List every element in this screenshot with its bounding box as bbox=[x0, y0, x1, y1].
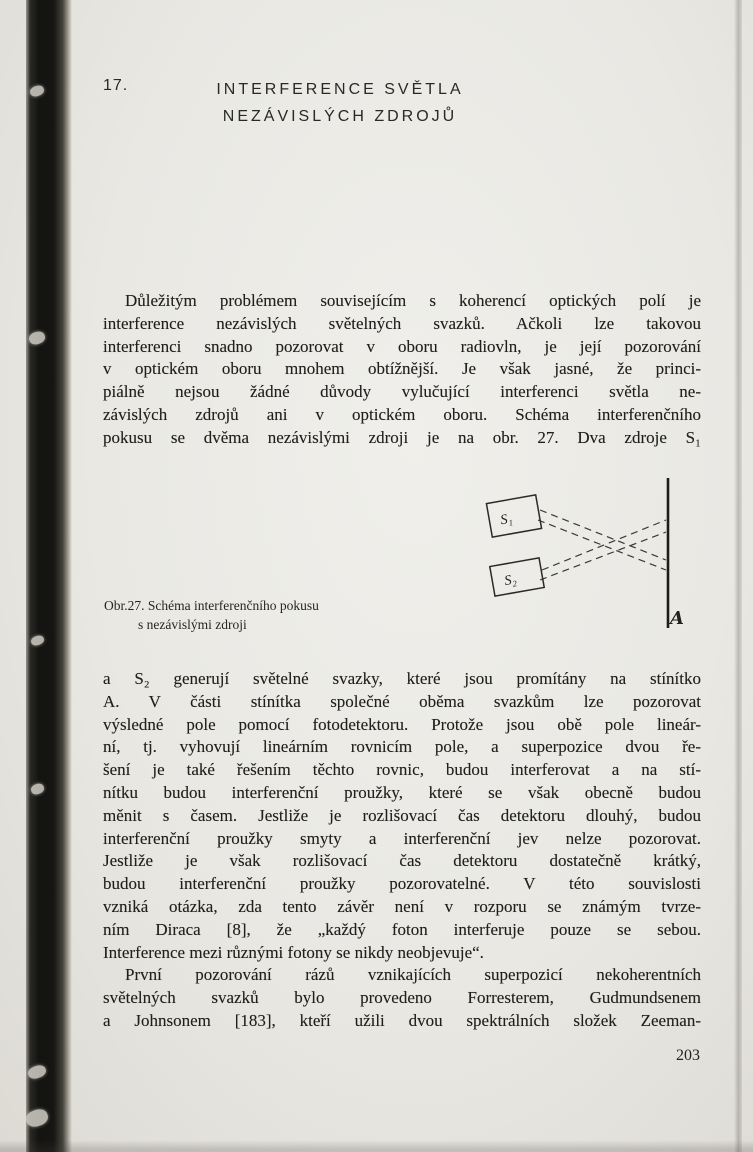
text-line: a S₂ generují světelné svazky, které jsou promítány na stínítko bbox=[103, 669, 701, 688]
text-line: měnit s časem. Jestliže je rozlišovací čas detektoru dlouhý, budou bbox=[103, 805, 701, 825]
chapter-title-line-2: NEZÁVISLÝCH ZDROJŮ bbox=[222, 108, 458, 125]
chapter-number: 17. bbox=[103, 77, 129, 94]
text-line: v optickém oboru mnohem obtížnější. Je však jasné, že princi- bbox=[103, 359, 701, 379]
figure-caption-line-2: s nezávislými zdroji bbox=[138, 617, 247, 632]
text-line: První pozorování rázů vznikajících superpozicí nekoherentních bbox=[125, 965, 701, 985]
text-line: interference nezávislých světelných svazků. Ačkoli lze takovou bbox=[103, 313, 701, 333]
screen-label: A bbox=[670, 608, 684, 629]
figure-caption bbox=[104, 596, 404, 634]
text-line: nítku budou interferenční proužky, které se však obecně budou bbox=[103, 782, 701, 802]
text-line: interferenční proužky smyty a interferenční jev nelze pozorovat. bbox=[103, 828, 701, 848]
source1-label: S₁ bbox=[499, 511, 514, 529]
text-line: A. V části stínítka společné oběma svazkům lze pozorovat bbox=[103, 691, 701, 711]
text-line: závislých zdrojů ani v optickém oboru. Schéma interferenčního bbox=[103, 404, 701, 424]
paragraph-2 bbox=[103, 668, 701, 1033]
light-ray bbox=[542, 520, 666, 570]
text-line: budou interferenční proužky pozorovatelné. V této souvislosti bbox=[103, 874, 701, 894]
source1-box bbox=[486, 495, 541, 537]
light-ray bbox=[540, 510, 666, 560]
text-line: pokusu se dvěma nezávislými zdroji je na obr. 27. Dva zdroje S₁ bbox=[103, 427, 701, 447]
text-line: ní, tj. vyhovují lineárním rovnicím pole, a superpozice dvou ře- bbox=[103, 737, 701, 757]
page-number: 203 bbox=[676, 1047, 700, 1064]
light-ray bbox=[540, 532, 666, 580]
book-binding-shadow bbox=[26, 0, 72, 1152]
text-line: Důležitým problémem souvisejícím s koherencí optických polí je bbox=[125, 291, 701, 310]
text-line: výsledné pole pomocí fotodetektoru. Protože jsou obě pole lineár- bbox=[103, 714, 701, 734]
page-bottom-edge bbox=[0, 1140, 753, 1152]
source2-box bbox=[490, 558, 544, 596]
paragraph-1 bbox=[103, 290, 701, 450]
text-line: ním Diraca [8], že „každý foton interferuje pouze se sebou. bbox=[103, 919, 701, 939]
source2-label: S₂ bbox=[503, 572, 518, 590]
text-line: piálně nejsou žádné důvody vylučující interferenci světla ne- bbox=[103, 382, 701, 402]
text-line: šení je také řešením těchto rovnic, budou interferovat a na stí- bbox=[103, 760, 701, 780]
text-line: Interference mezi různými fotony se nikdy neobjevuje“. bbox=[103, 942, 484, 962]
text-line: vzniká otázka, zda tento závěr není v rozporu se známým tvrze- bbox=[103, 896, 701, 916]
text-line: a Johnsonem [183], kteří užili dvou spektrálních složek Zeeman- bbox=[103, 1010, 701, 1030]
chapter-title-line-1: INTERFERENCE SVĚTLA bbox=[216, 81, 464, 98]
page-right-edge bbox=[734, 0, 742, 1152]
figure-caption-line-1: Obr.27. Schéma interferenčního pokusu bbox=[104, 598, 319, 613]
text-line: světelných svazků bylo provedeno Forresterem, Gudmundsenem bbox=[103, 988, 701, 1008]
text-line: Jestliže je však rozlišovací čas detektoru dostatečně krátký, bbox=[103, 851, 701, 871]
chapter-title bbox=[172, 76, 508, 130]
text-line: interferenci snadno pozorovat v oboru radiovln, je její pozorování bbox=[103, 336, 701, 356]
